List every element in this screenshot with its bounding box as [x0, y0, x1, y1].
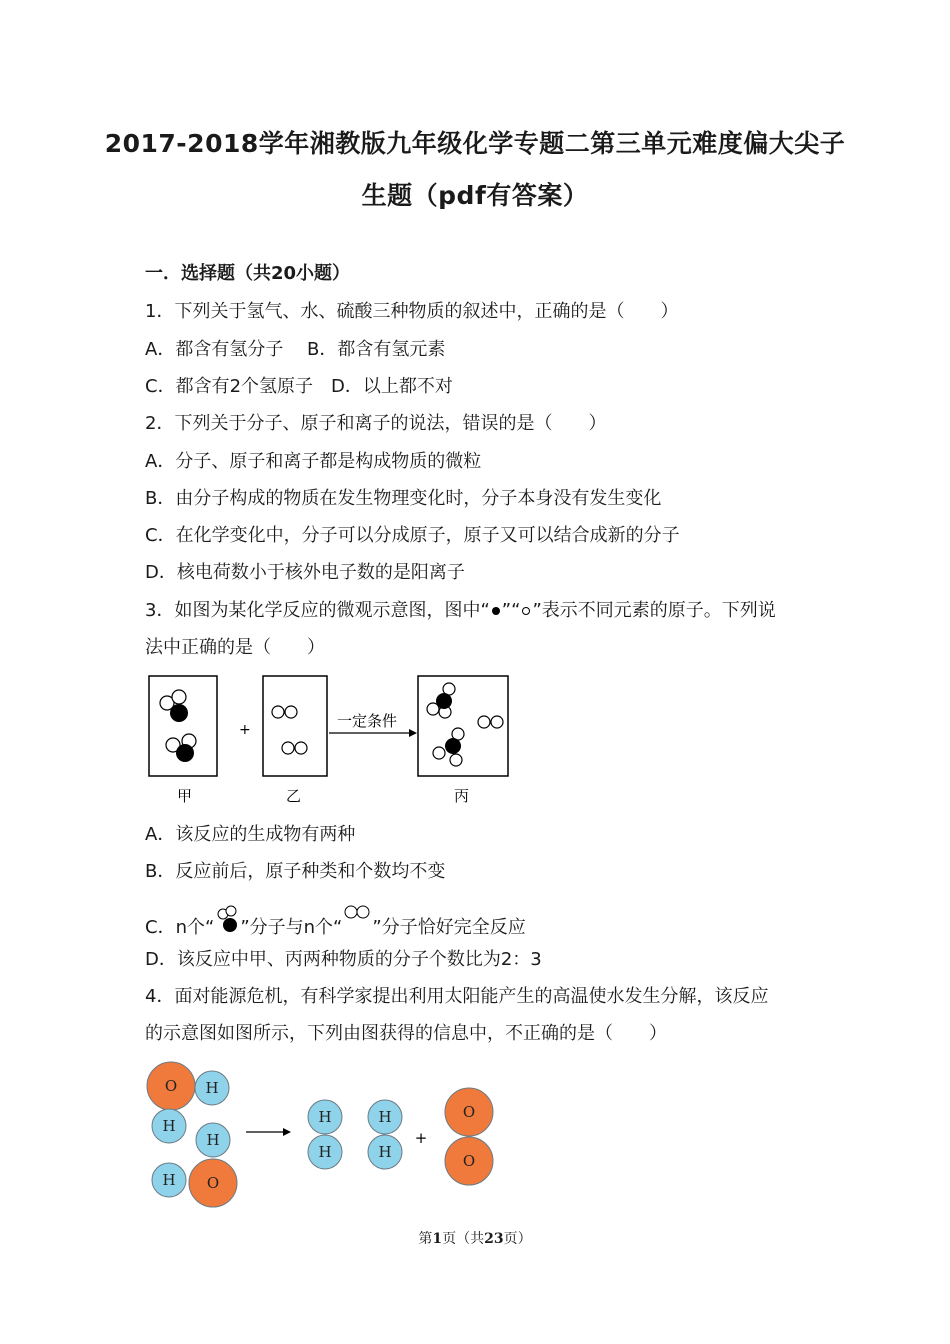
- q3-option-c-part-a: C．n个“: [145, 917, 215, 938]
- q3-option-d: D．该反应中甲、丙两种物质的分子个数比为2：3: [145, 949, 542, 970]
- molecule-icon: [214, 905, 240, 939]
- atom-o-label: O: [462, 1152, 476, 1170]
- atom-h-label: H: [162, 1171, 176, 1189]
- q1-options-ab: A．都含有氢分子 B．都含有氢元素: [145, 339, 446, 360]
- doc-title-line-1: 2017-2018学年湘教版九年级化学专题二第三单元难度偏大尖子: [104, 129, 846, 158]
- section-heading: 一．选择题（共20小题）: [145, 263, 351, 284]
- plus-sign: +: [414, 1129, 428, 1147]
- q4-water-decomposition-diagram: [140, 1055, 510, 1215]
- page-footer: [0, 1228, 950, 1248]
- q3-option-c-part-b: ”分子与n个“: [240, 917, 343, 938]
- q3-stem-part-c: ”表示不同元素的原子。下列说: [532, 600, 776, 621]
- atom-h-label: H: [205, 1079, 219, 1097]
- footer-total-pages: 23: [484, 1231, 504, 1247]
- atom-h-label: H: [318, 1143, 332, 1161]
- q2-stem: 2．下列关于分子、原子和离子的说法，错误的是（ ）: [145, 413, 607, 434]
- q2-option-d: D．核电荷数小于核外电子数的是阳离子: [145, 562, 465, 583]
- q3-stem-line-1: [145, 596, 776, 622]
- footer-page-number: 1: [432, 1231, 443, 1247]
- box-jia: [149, 676, 217, 776]
- q2-option-a: A．分子、原子和离子都是构成物质的微粒: [145, 451, 482, 472]
- q3-option-b: B．反应前后，原子种类和个数均不变: [145, 861, 446, 882]
- plus-sign: +: [239, 722, 251, 738]
- diatomic-molecule-icon: [342, 905, 372, 923]
- doc-title-line-2: 生题（pdf有答案）: [361, 181, 589, 210]
- reaction-condition: 一定条件: [337, 712, 398, 730]
- atom-o-label: O: [462, 1103, 476, 1121]
- q2-option-b: B．由分子构成的物质在发生物理变化时，分子本身没有发生变化: [145, 488, 662, 509]
- q2-option-c: C．在化学变化中，分子可以分成原子，原子又可以结合成新的分子: [145, 525, 680, 546]
- q3-option-a: A．该反应的生成物有两种: [145, 824, 356, 845]
- black-atom-icon: [490, 605, 502, 617]
- footer-suffix: 页）: [503, 1231, 532, 1247]
- q3-stem-line-2: 法中正确的是（ ）: [145, 637, 325, 658]
- reaction-arrow: [246, 1128, 291, 1136]
- q4-stem-line-2: 的示意图如图所示，下列由图获得的信息中，不正确的是（ ）: [145, 1023, 667, 1044]
- label-yi: 乙: [286, 787, 302, 805]
- q1-options-cd: C．都含有2个氢原子 D．以上都不对: [145, 376, 453, 397]
- reaction-arrow: [329, 729, 417, 737]
- atom-h-label: H: [378, 1108, 392, 1126]
- q3-option-c: [145, 905, 526, 939]
- footer-middle: 页（共: [442, 1231, 485, 1247]
- q3-stem-part-b: ”“: [501, 600, 521, 621]
- q4-stem-line-1: 4．面对能源危机，有科学家提出利用太阳能产生的高温使水发生分解，该反应: [145, 986, 769, 1007]
- box-bing: [418, 676, 508, 776]
- label-jia: 甲: [177, 787, 193, 805]
- atom-h-label: H: [378, 1143, 392, 1161]
- footer-prefix: 第: [418, 1231, 433, 1247]
- atom-h-label: H: [318, 1108, 332, 1126]
- q3-stem-part-a: 3．如图为某化学反应的微观示意图，图中“: [145, 600, 490, 621]
- atom-h-label: H: [162, 1117, 176, 1135]
- q3-option-c-part-c: ”分子恰好完全反应: [372, 917, 526, 938]
- atom-o-label: O: [164, 1077, 178, 1095]
- label-bing: 丙: [454, 787, 470, 805]
- atom-h-label: H: [206, 1131, 220, 1149]
- white-atom-icon: [520, 605, 532, 617]
- atom-o-label: O: [206, 1174, 220, 1192]
- q3-reaction-diagram: [145, 672, 515, 810]
- box-yi: [263, 676, 327, 776]
- q1-stem: 1．下列关于氢气、水、硫酸三种物质的叙述中，正确的是（ ）: [145, 301, 679, 322]
